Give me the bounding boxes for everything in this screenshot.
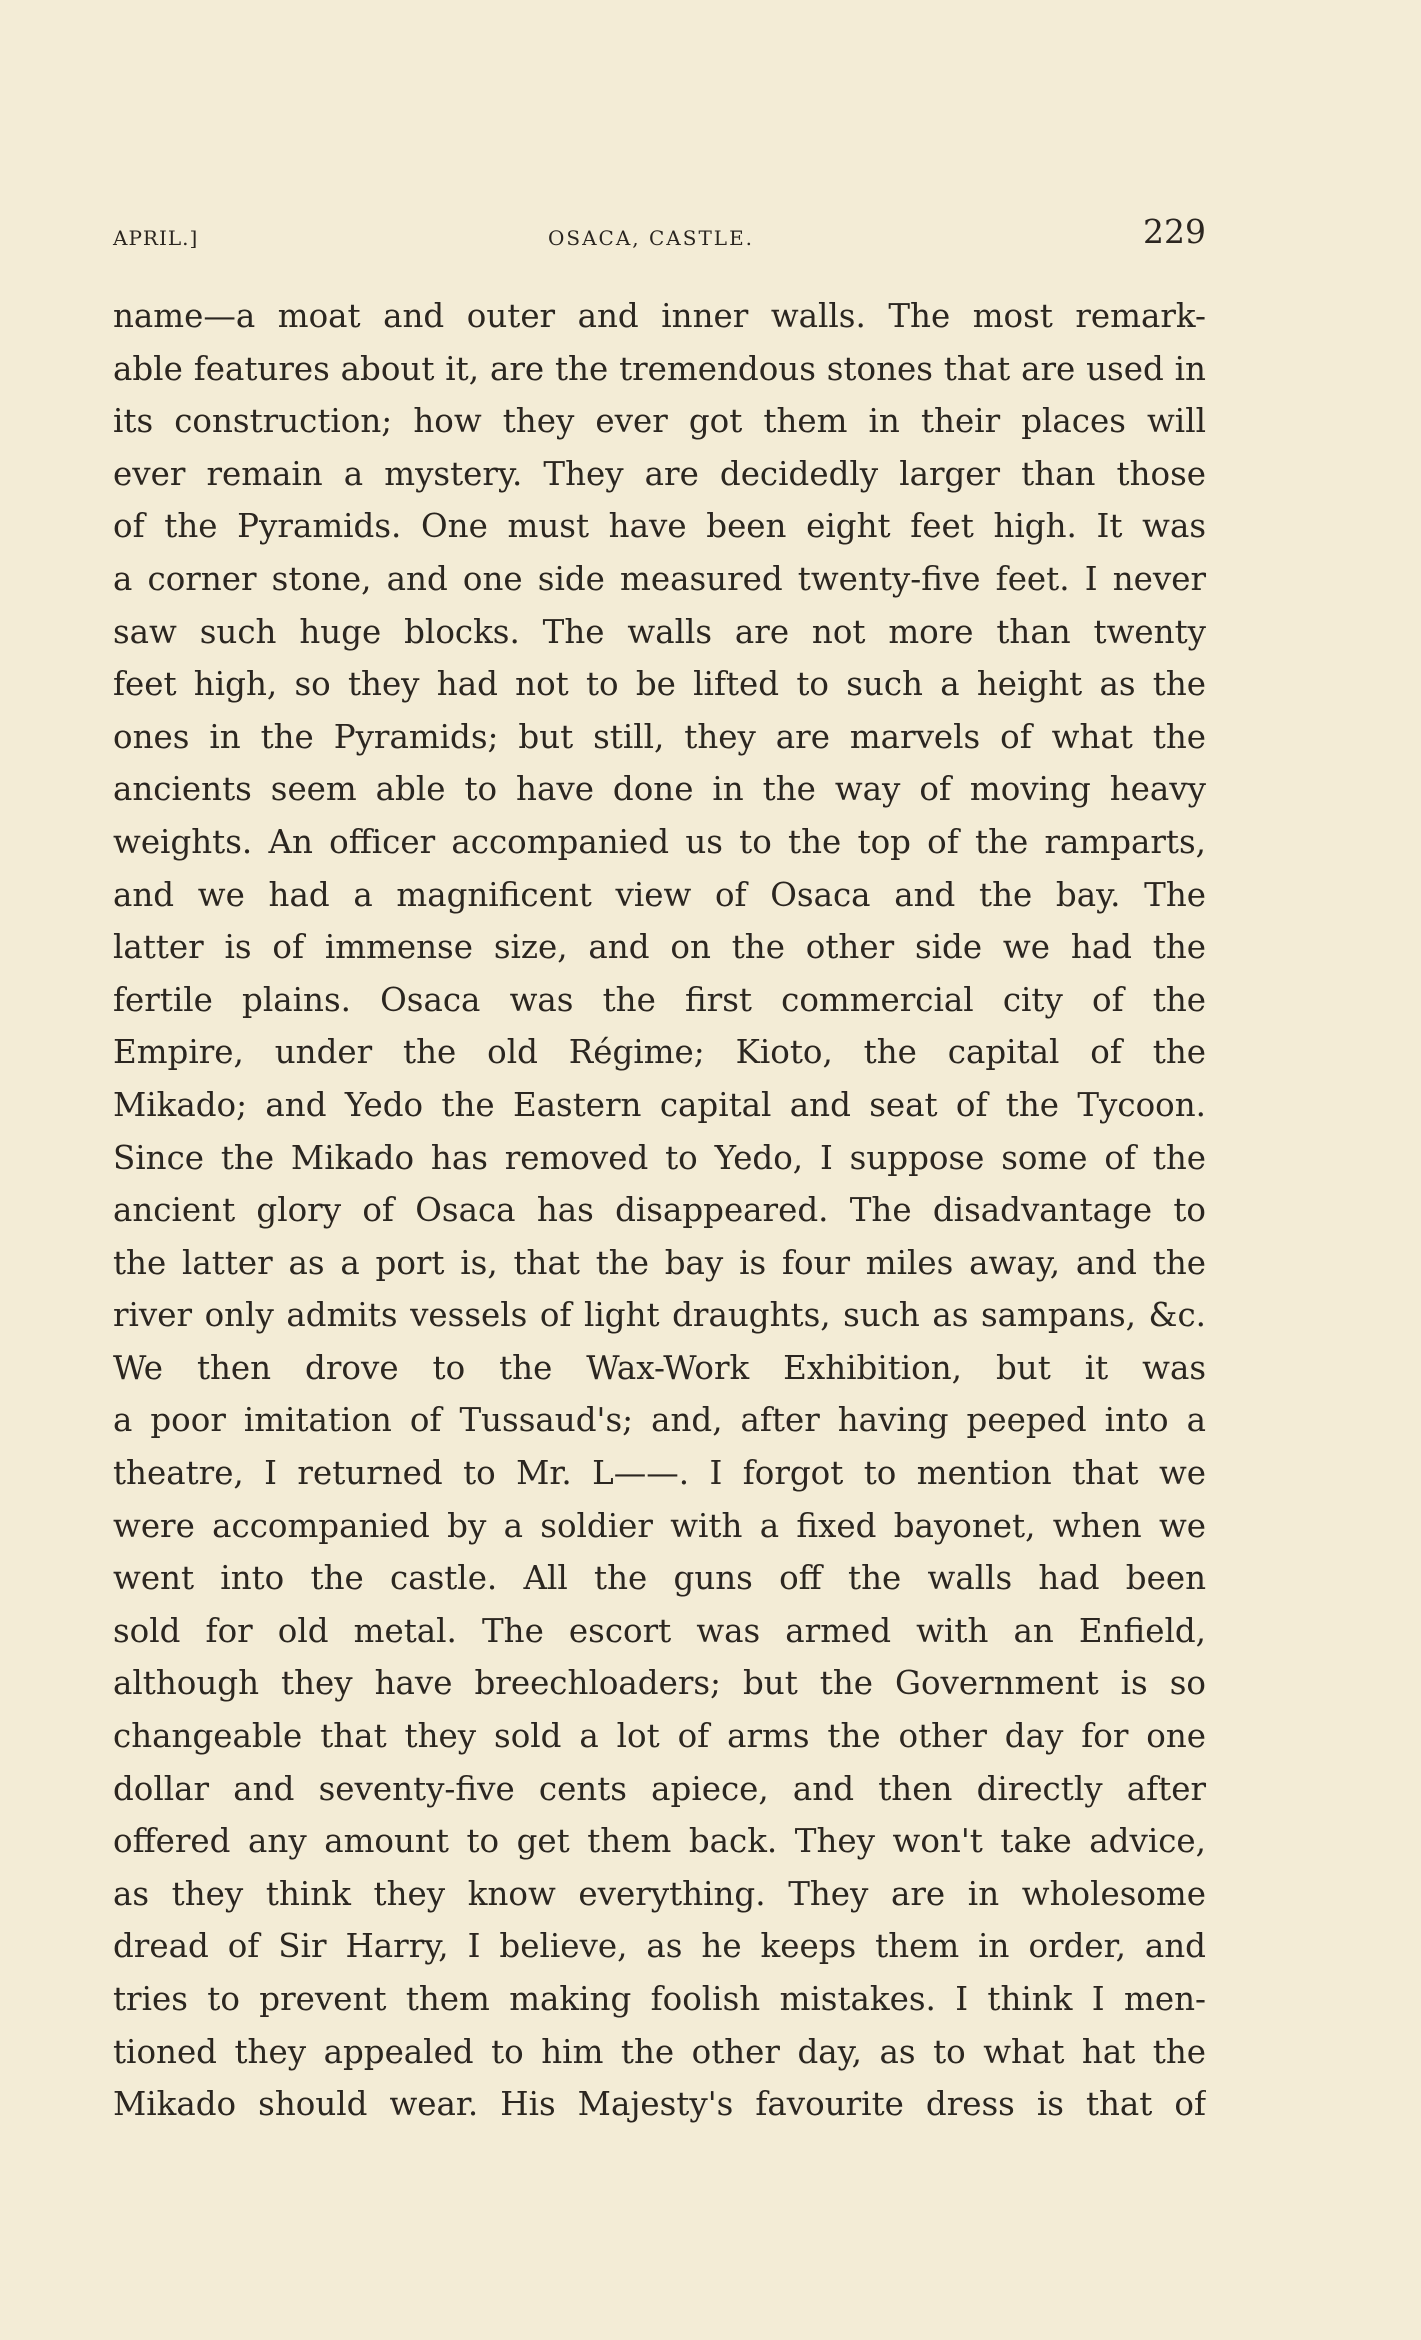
running-head-title: OSACA, CASTLE. (548, 226, 755, 250)
running-head (113, 212, 1206, 262)
text-line: ever remain a mystery. They are decidedly larger than those (113, 454, 1206, 493)
text-line: Since the Mikado has removed to Yedo, I suppose some of the (113, 1138, 1206, 1177)
text-line: ones in the Pyramids; but still, they are marvels of what the (113, 717, 1206, 756)
text-line: as they think they know everything. They are in wholesome (113, 1874, 1206, 1913)
text-line: weights. An officer accompanied us to the top of the ramparts, (113, 822, 1206, 861)
text-line: Mikado should wear. His Majesty's favourite dress is that of (113, 2085, 1206, 2124)
body-text (113, 290, 1206, 2131)
text-line: were accompanied by a soldier with a fixed bayonet, when we (113, 1506, 1206, 1545)
text-line: Mikado; and Yedo the Eastern capital and seat of the Tycoon. (113, 1085, 1206, 1124)
text-line: saw such huge blocks. The walls are not more than twenty (113, 612, 1206, 651)
text-line: changeable that they sold a lot of arms the other day for one (113, 1717, 1206, 1756)
text-line: sold for old metal. The escort was armed with an Enfield, (113, 1611, 1206, 1650)
text-line: name—a moat and outer and inner walls. The most remark- (113, 297, 1206, 335)
text-line: of the Pyramids. One must have been eight feet high. It was (113, 507, 1206, 546)
text-line: fertile plains. Osaca was the first commercial city of the (113, 980, 1206, 1019)
text-line: ancient glory of Osaca has disappeared. The disadvantage to (113, 1191, 1206, 1230)
text-line: We then drove to the Wax-Work Exhibition, but it was (113, 1348, 1206, 1387)
text-line: a poor imitation of Tussaud's; and, after having peeped into a (113, 1401, 1206, 1440)
text-line: although they have breechloaders; but the Government is so (113, 1664, 1206, 1703)
text-line: dollar and seventy-five cents apiece, and then directly after (113, 1769, 1206, 1808)
text-line: able features about it, are the tremendous stones that are used in (113, 349, 1206, 388)
text-line: tries to prevent them making foolish mistakes. I think I men- (113, 1980, 1206, 2018)
text-line: latter is of immense size, and on the other side we had the (113, 928, 1206, 967)
text-line: tioned they appealed to him the other day, as to what hat the (113, 2032, 1206, 2071)
running-head-month: APRIL.] (113, 226, 199, 250)
text-line: the latter as a port is, that the bay is four miles away, and the (113, 1243, 1206, 1282)
text-line: ancients seem able to have done in the way of moving heavy (113, 770, 1206, 809)
page-number: 229 (1143, 212, 1206, 251)
text-line: its construction; how they ever got them in their places will (113, 402, 1206, 441)
text-line: offered any amount to get them back. They won't take advice, (113, 1822, 1206, 1861)
text-line: dread of Sir Harry, I believe, as he keeps them in order, and (113, 1927, 1206, 1966)
text-line: went into the castle. All the guns off the walls had been (113, 1559, 1206, 1598)
text-line: river only admits vessels of light draughts, such as sampans, &c. (113, 1296, 1206, 1335)
text-line: Empire, under the old Régime; Kioto, the capital of the (113, 1033, 1206, 1072)
text-line: theatre, I returned to Mr. L——. I forgot to mention that we (113, 1454, 1206, 1493)
text-line: and we had a magnificent view of Osaca and the bay. The (113, 875, 1206, 914)
text-line: a corner stone, and one side measured twenty-five feet. I never (113, 559, 1206, 598)
text-line: feet high, so they had not to be lifted to such a height as the (113, 665, 1206, 704)
